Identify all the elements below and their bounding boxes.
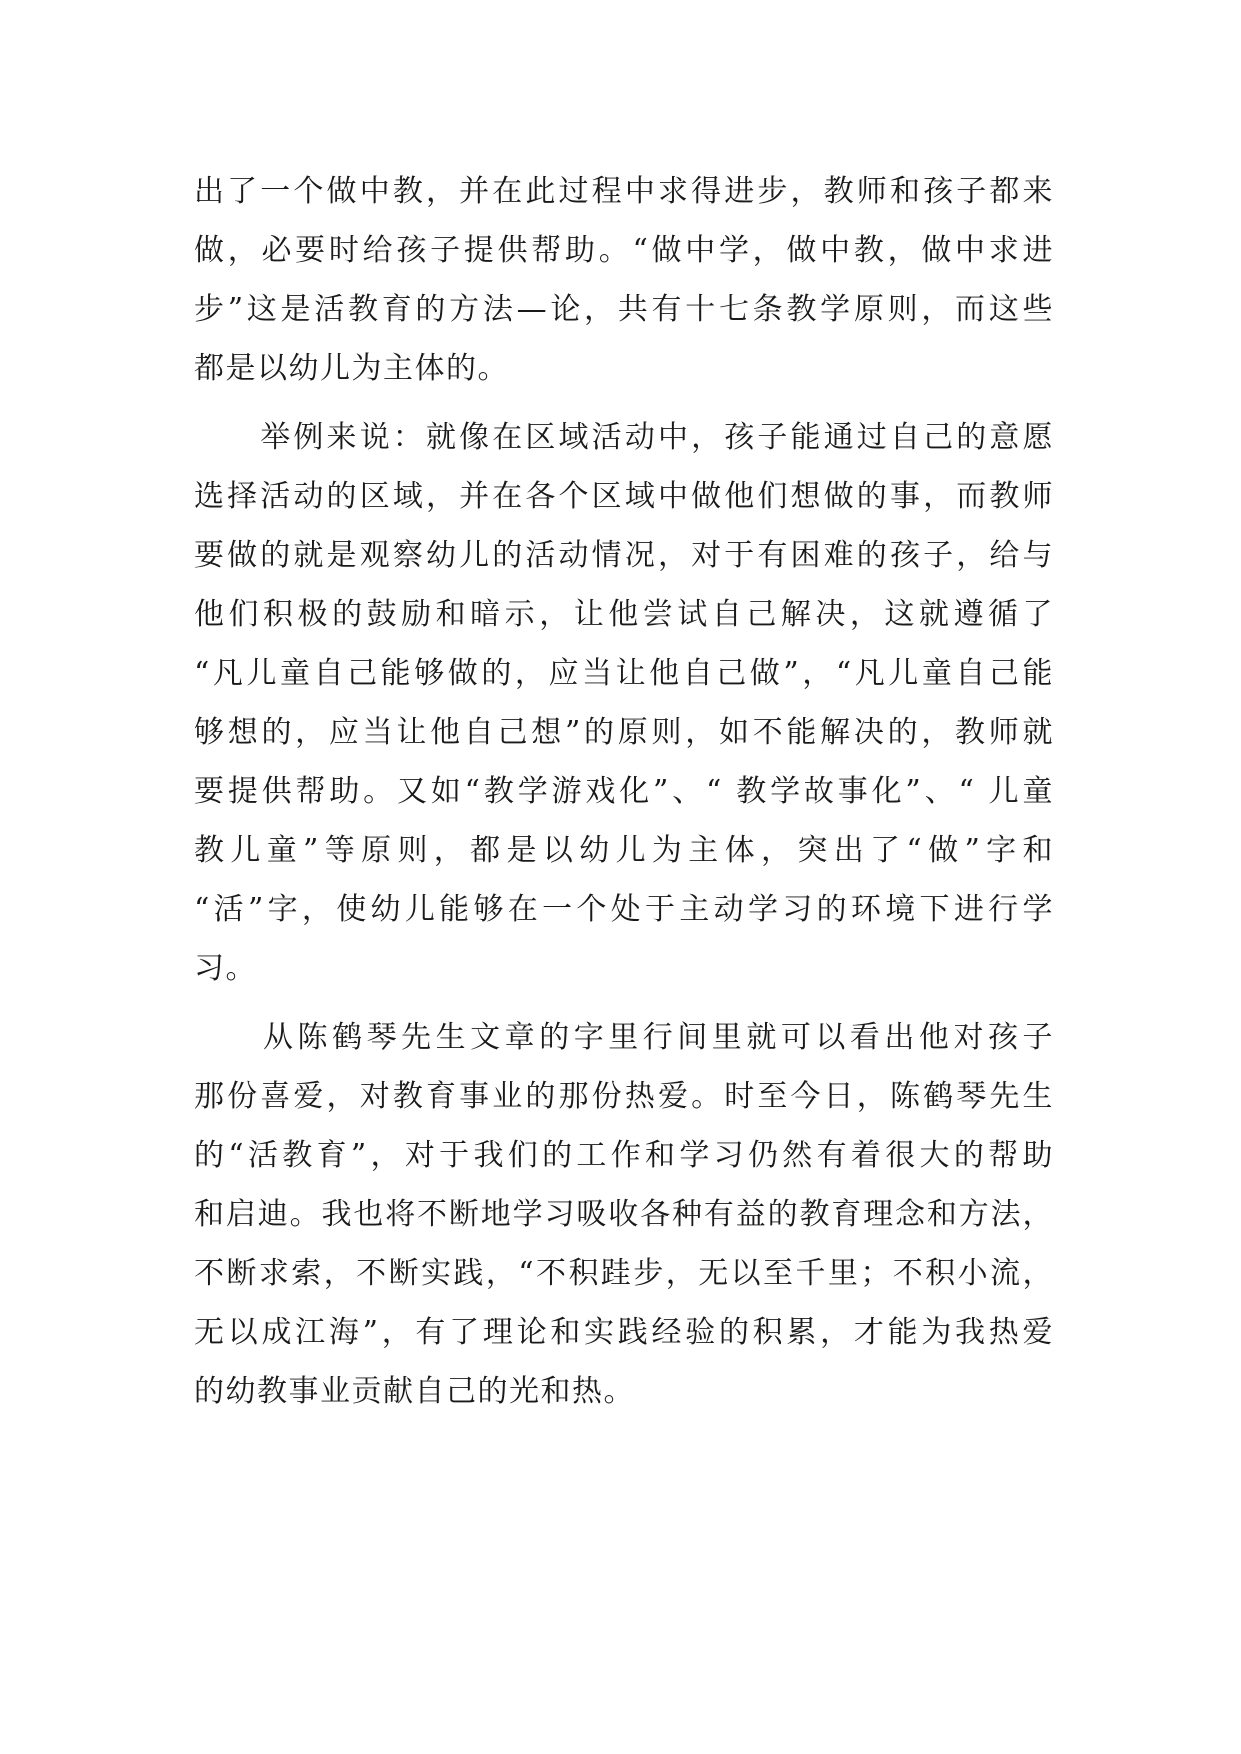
paragraph-3-line-7: 的幼教事业贡献自己的光和热。 — [194, 1374, 635, 1409]
paragraph-3-line-1: 从陈鹤琴先生文章的字里行间里就可以看出他对孩子 — [194, 1020, 1054, 1055]
paragraph-2-line-6: 够想的，应当让他自己想”的原则，如不能解决的，教师就 — [194, 715, 1054, 750]
paragraph-3-line-5: 不断求索，不断实践，“不积跬步，无以至千里；不积小流， — [194, 1256, 1054, 1291]
paragraph-3-line-6: 无以成江海”，有了理论和实践经验的积累，才能为我热爱 — [194, 1315, 1054, 1350]
paragraph-1-line-4: 都是以幼儿为主体的。 — [194, 351, 509, 386]
paragraph-3-line-4: 和启迪。我也将不断地学习吸收各种有益的教育理念和方法， — [194, 1197, 1054, 1232]
paragraph-2-line-10: 习。 — [194, 951, 257, 986]
paragraph-1-line-1: 出了一个做中教，并在此过程中求得进步，教师和孩子都来 — [194, 174, 1054, 209]
paragraph-2-line-7: 要提供帮助。又如“教学游戏化”、“ 教学故事化”、“ 儿童 — [194, 774, 1054, 809]
paragraph-2-line-2: 选择活动的区域，并在各个区域中做他们想做的事，而教师 — [194, 479, 1054, 514]
paragraph-2-line-9: “活”字，使幼儿能够在一个处于主动学习的环境下进行学 — [194, 892, 1054, 927]
paragraph-1-line-3: 步”这是活教育的方法—论，共有十七条教学原则，而这些 — [194, 292, 1054, 327]
paragraph-gap — [194, 398, 1054, 408]
body-text — [194, 162, 1054, 1421]
paragraph-3-line-3: 的“活教育”，对于我们的工作和学习仍然有着很大的帮助 — [194, 1138, 1054, 1173]
paragraph-2-line-3: 要做的就是观察幼儿的活动情况，对于有困难的孩子，给与 — [194, 538, 1054, 573]
paragraph-1-line-2: 做，必要时给孩子提供帮助。“做中学，做中教，做中求进 — [194, 233, 1054, 268]
paragraph-2-line-1: 举例来说：就像在区域活动中，孩子能通过自己的意愿 — [194, 420, 1054, 455]
paragraph-2-line-4: 他们积极的鼓励和暗示，让他尝试自己解决，这就遵循了 — [194, 597, 1054, 632]
paragraph-2-line-5: “凡儿童自己能够做的，应当让他自己做”，“凡儿童自己能 — [194, 656, 1054, 691]
paragraph-3-line-2: 那份喜爱，对教育事业的那份热爱。时至今日，陈鹤琴先生 — [194, 1079, 1054, 1114]
paragraph-2-line-8: 教儿童”等原则，都是以幼儿为主体，突出了“做”字和 — [194, 833, 1054, 868]
paragraph-gap — [194, 998, 1054, 1008]
